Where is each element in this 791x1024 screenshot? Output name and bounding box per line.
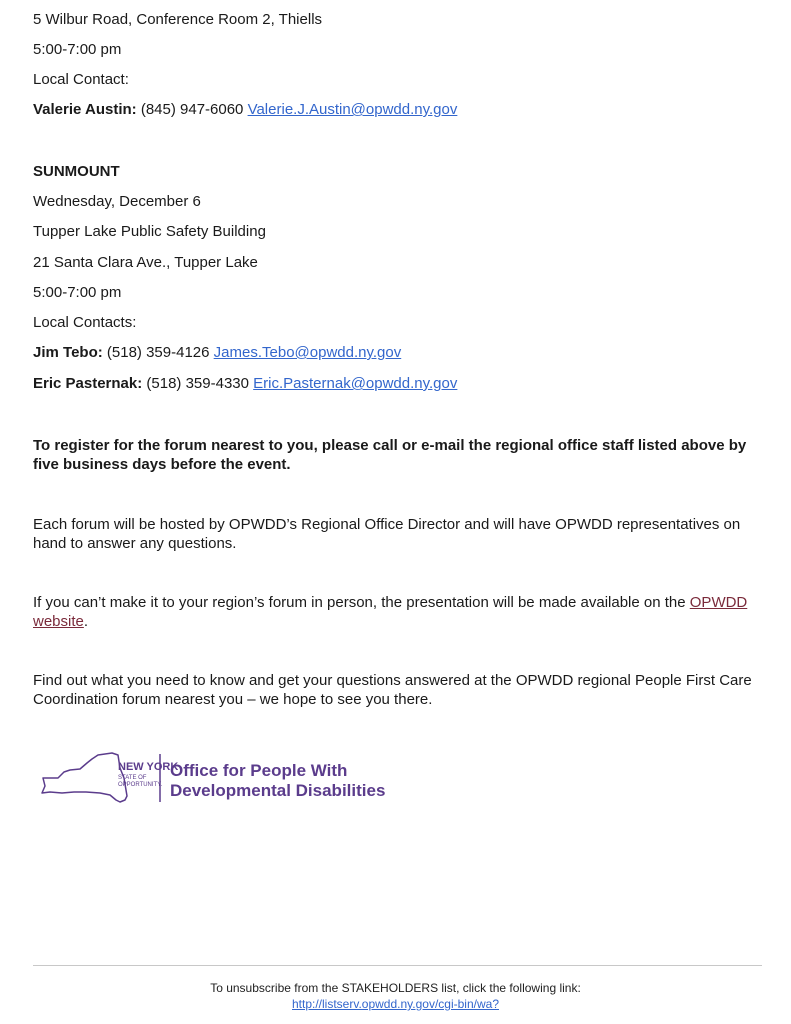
contact-name: Jim Tebo: xyxy=(33,344,103,361)
logo-state-tag1: STATE OF xyxy=(118,775,147,781)
unsubscribe-link[interactable]: http://listserv.opwdd.ny.gov/cgi-bin/wa? xyxy=(292,997,499,1011)
event2-contact-row xyxy=(33,343,401,363)
event1-contact-row xyxy=(33,100,457,120)
contact-name: Eric Pasternak: xyxy=(33,375,143,392)
event1-address: 5 Wilbur Road, Conference Room 2, Thiells xyxy=(33,11,323,28)
footer-link-row xyxy=(0,996,791,1012)
presentation-period: . xyxy=(83,613,89,630)
hosted-paragraph: Each forum will be hosted by OPWDD’s Regional Office Director and will have OPWDD representatives on hand to answer any questions. xyxy=(33,516,741,552)
ny-state-outline-icon xyxy=(40,748,420,808)
event2-date: Wednesday, December 6 xyxy=(33,193,201,210)
contact-name: Valerie Austin: xyxy=(33,101,137,118)
event2-time: 5:00-7:00 pm xyxy=(33,284,122,301)
logo-state-name: NEW YORK xyxy=(118,761,179,773)
presentation-paragraph xyxy=(33,593,758,631)
footer-divider xyxy=(33,965,762,966)
logo-office-line1: Office for People With xyxy=(170,761,348,780)
event2-title: SUNMOUNT xyxy=(33,163,120,180)
event2-venue: Tupper Lake Public Safety Building xyxy=(33,223,266,240)
contact-phone: (845) 947-6060 xyxy=(140,101,244,118)
presentation-text: If you can’t make it to your region’s forum in person, the presentation will be made available on the xyxy=(33,594,686,611)
contact-email-link[interactable]: Valerie.J.Austin@opwdd.ny.gov xyxy=(247,101,458,118)
footer-unsubscribe-text: To unsubscribe from the STAKEHOLDERS list, click the following link: xyxy=(210,981,581,995)
opwdd-website-link[interactable]: OPWDD website xyxy=(33,594,748,630)
event2-contact-row xyxy=(33,374,457,394)
event1-time: 5:00-7:00 pm xyxy=(33,41,122,58)
contact-email-link[interactable]: Eric.Pasternak@opwdd.ny.gov xyxy=(253,375,458,392)
event2-address: 21 Santa Clara Ave., Tupper Lake xyxy=(33,254,258,271)
register-instructions: To register for the forum nearest to you, please call or e-mail the regional office staff listed above by five business days before the event. xyxy=(33,437,747,473)
contact-phone: (518) 359-4126 xyxy=(106,344,210,361)
logo-office-line2: Developmental Disabilities xyxy=(170,781,386,800)
opwdd-logo xyxy=(40,748,420,808)
contact-phone: (518) 359-4330 xyxy=(146,375,249,392)
event2-contact-label: Local Contacts: xyxy=(33,314,137,331)
logo-state-tag2: OPPORTUNITY. xyxy=(118,782,163,788)
event1-contact-label: Local Contact: xyxy=(33,71,129,88)
closing-paragraph: Find out what you need to know and get your questions answered at the OPWDD regional People First Care Coordination forum nearest you – we hope to see you there. xyxy=(33,672,752,708)
contact-email-link[interactable]: James.Tebo@opwdd.ny.gov xyxy=(213,344,402,361)
